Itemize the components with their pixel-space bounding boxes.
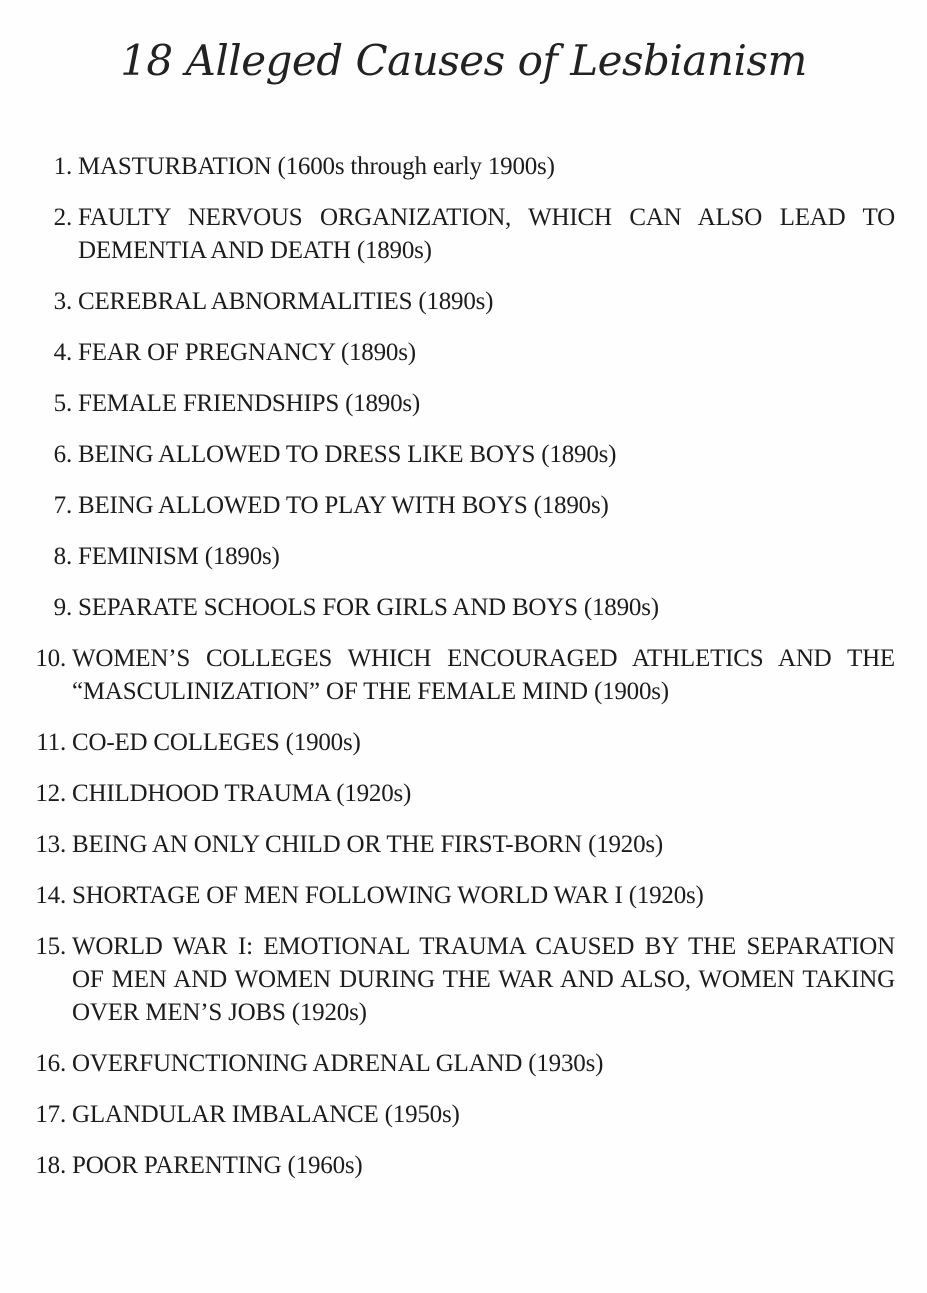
item-text: FAULTY NERVOUS ORGANIZATION, WHICH CAN ALSO LEAD TO DEMENTIA AND DEATH (1890s)	[78, 204, 895, 264]
item-text: GLANDULAR IMBALANCE (1950s)	[72, 1101, 460, 1128]
list-item	[20, 1149, 895, 1182]
list-item	[20, 591, 895, 624]
item-number: 6.	[53, 441, 72, 468]
list-item	[20, 642, 895, 708]
item-number: 5.	[53, 390, 72, 417]
document-title: 18 Alleged Causes of Lesbianism	[120, 36, 807, 85]
item-number: 7.	[53, 492, 72, 519]
list-item	[20, 540, 895, 573]
list-item	[20, 1047, 895, 1080]
item-text: OVERFUNCTIONING ADRENAL GLAND (1930s)	[72, 1050, 604, 1077]
list-item	[20, 879, 895, 912]
item-number: 1.	[53, 153, 72, 180]
list-item	[20, 438, 895, 471]
item-number: 16.	[35, 1050, 66, 1077]
list-item	[20, 828, 895, 861]
item-number: 9.	[53, 594, 72, 621]
item-text: SEPARATE SCHOOLS FOR GIRLS AND BOYS (1890s)	[78, 594, 659, 621]
item-text: BEING ALLOWED TO DRESS LIKE BOYS (1890s)	[78, 441, 617, 468]
list-item	[20, 1098, 895, 1131]
item-text: CHILDHOOD TRAUMA (1920s)	[72, 780, 412, 807]
item-text: CEREBRAL ABNORMALITIES (1890s)	[78, 288, 494, 315]
item-number: 18.	[35, 1152, 66, 1179]
list-item	[20, 777, 895, 810]
item-number: 15.	[35, 933, 66, 960]
item-text: MASTURBATION (1600s through early 1900s)	[78, 153, 555, 180]
item-number: 4.	[53, 339, 72, 366]
list-item	[20, 726, 895, 759]
item-number: 14.	[35, 882, 66, 909]
list-item	[20, 150, 895, 183]
item-text: CO-ED COLLEGES (1900s)	[72, 729, 361, 756]
item-text: SHORTAGE OF MEN FOLLOWING WORLD WAR I (1920s)	[72, 882, 704, 909]
item-text: WOMEN’S COLLEGES WHICH ENCOURAGED ATHLETICS AND THE “MASCULINIZATION” OF THE FEMALE MIND (1900s)	[72, 645, 895, 705]
item-text: POOR PARENTING (1960s)	[72, 1152, 363, 1179]
causes-list	[20, 150, 895, 1200]
list-item	[20, 930, 895, 1029]
item-number: 3.	[53, 288, 72, 315]
list-item	[20, 387, 895, 420]
item-number: 12.	[35, 780, 66, 807]
item-number: 11.	[36, 729, 66, 756]
item-text: WORLD WAR I: EMOTIONAL TRAUMA CAUSED BY THE SEPARATION OF MEN AND WOMEN DURING THE WAR AND ALSO, WOMEN TAKING OVER MEN’S JOBS (1920s)	[72, 933, 895, 1026]
item-number: 17.	[35, 1101, 66, 1128]
item-text: BEING AN ONLY CHILD OR THE FIRST-BORN (1920s)	[72, 831, 664, 858]
item-text: BEING ALLOWED TO PLAY WITH BOYS (1890s)	[78, 492, 609, 519]
item-number: 13.	[35, 831, 66, 858]
item-number: 10.	[35, 645, 66, 672]
list-item	[20, 285, 895, 318]
list-item	[20, 336, 895, 369]
item-text: FEMALE FRIENDSHIPS (1890s)	[78, 390, 421, 417]
list-item	[20, 489, 895, 522]
item-text: FEMINISM (1890s)	[78, 543, 280, 570]
item-text: FEAR OF PREGNANCY (1890s)	[78, 339, 416, 366]
list-item	[20, 201, 895, 267]
item-number: 2.	[53, 204, 72, 231]
item-number: 8.	[53, 543, 72, 570]
